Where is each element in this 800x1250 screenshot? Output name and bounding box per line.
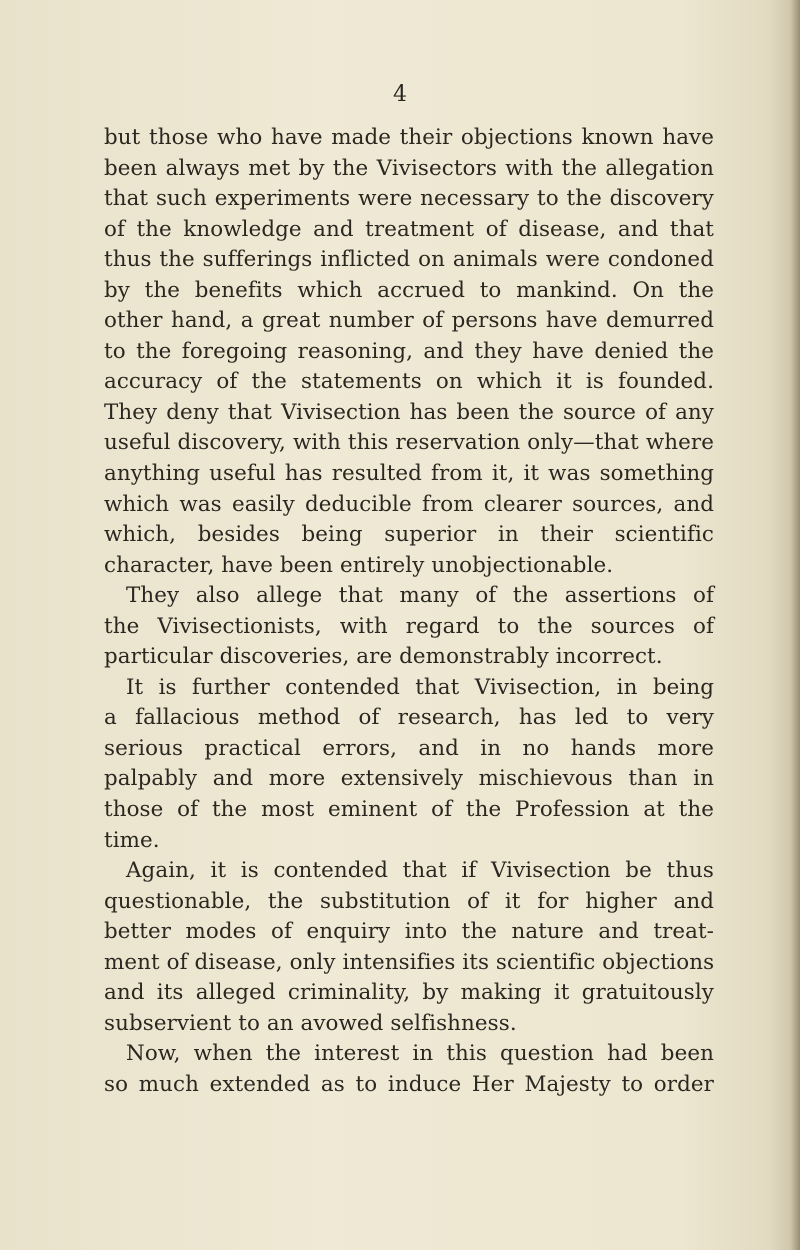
text-line: to the foregoing reasoning, and they have denied the bbox=[104, 338, 714, 364]
text-line: other hand, a great number of persons have demurred bbox=[104, 308, 714, 334]
text-line: They also allege that many of the assertions of bbox=[126, 583, 714, 609]
text-line: and its alleged criminality, by making it gratuitously bbox=[104, 980, 714, 1006]
text-line: Now, when the interest in this question had been bbox=[126, 1041, 714, 1067]
text-line: It is further contended that Vivisection, in being bbox=[126, 674, 714, 700]
text-line: character, have been entirely unobjectionable. bbox=[104, 552, 614, 578]
page-edge-shadow bbox=[790, 0, 800, 1250]
text-line: accuracy of the statements on which it is founded. bbox=[104, 369, 714, 395]
text-line: those of the most eminent of the Profession at the bbox=[104, 797, 714, 823]
text-line: subservient to an avowed selfishness. bbox=[104, 1010, 517, 1036]
text-line: so much extended as to induce Her Majesty to order bbox=[104, 1071, 714, 1097]
text-line: anything useful has resulted from it, it was something bbox=[104, 461, 714, 487]
text-line: by the benefits which accrued to mankind. On the bbox=[104, 277, 714, 303]
text-line: palpably and more extensively mischievous than in bbox=[104, 766, 714, 792]
body-text bbox=[104, 123, 714, 1101]
text-line: which was easily deducible from clearer sources, and bbox=[104, 491, 714, 517]
text-line: a fallacious method of research, has led to very bbox=[104, 705, 714, 731]
text-line: ment of disease, only intensifies its scientific objections bbox=[104, 949, 715, 975]
text-line: but those who have made their objections known have bbox=[104, 125, 714, 150]
text-line: Again, it is contended that if Vivisection be thus bbox=[126, 858, 714, 884]
text-line: particular discoveries, are demonstrably incorrect. bbox=[104, 644, 663, 670]
text-line: time. bbox=[104, 827, 160, 853]
text-line: of the knowledge and treatment of disease, and that bbox=[104, 216, 714, 242]
text-line: thus the sufferings inflicted on animals were condoned bbox=[104, 247, 714, 273]
page-number: 4 bbox=[393, 82, 407, 107]
text-line: serious practical errors, and in no hands more bbox=[104, 735, 714, 761]
text-line: They deny that Vivisection has been the source of any bbox=[104, 399, 714, 425]
text-line: better modes of enquiry into the nature and treat- bbox=[104, 919, 714, 945]
text-line: useful discovery, with this reservation only—that where bbox=[104, 430, 714, 456]
text-line: the Vivisectionists, with regard to the sources of bbox=[104, 613, 714, 639]
text-line: been always met by the Vivisectors with the allegation bbox=[104, 155, 714, 181]
text-line: which, besides being superior in their scientific bbox=[104, 522, 714, 548]
text-line: questionable, the substitution of it for higher and bbox=[104, 888, 714, 914]
text-line: that such experiments were necessary to the discovery bbox=[104, 186, 714, 212]
